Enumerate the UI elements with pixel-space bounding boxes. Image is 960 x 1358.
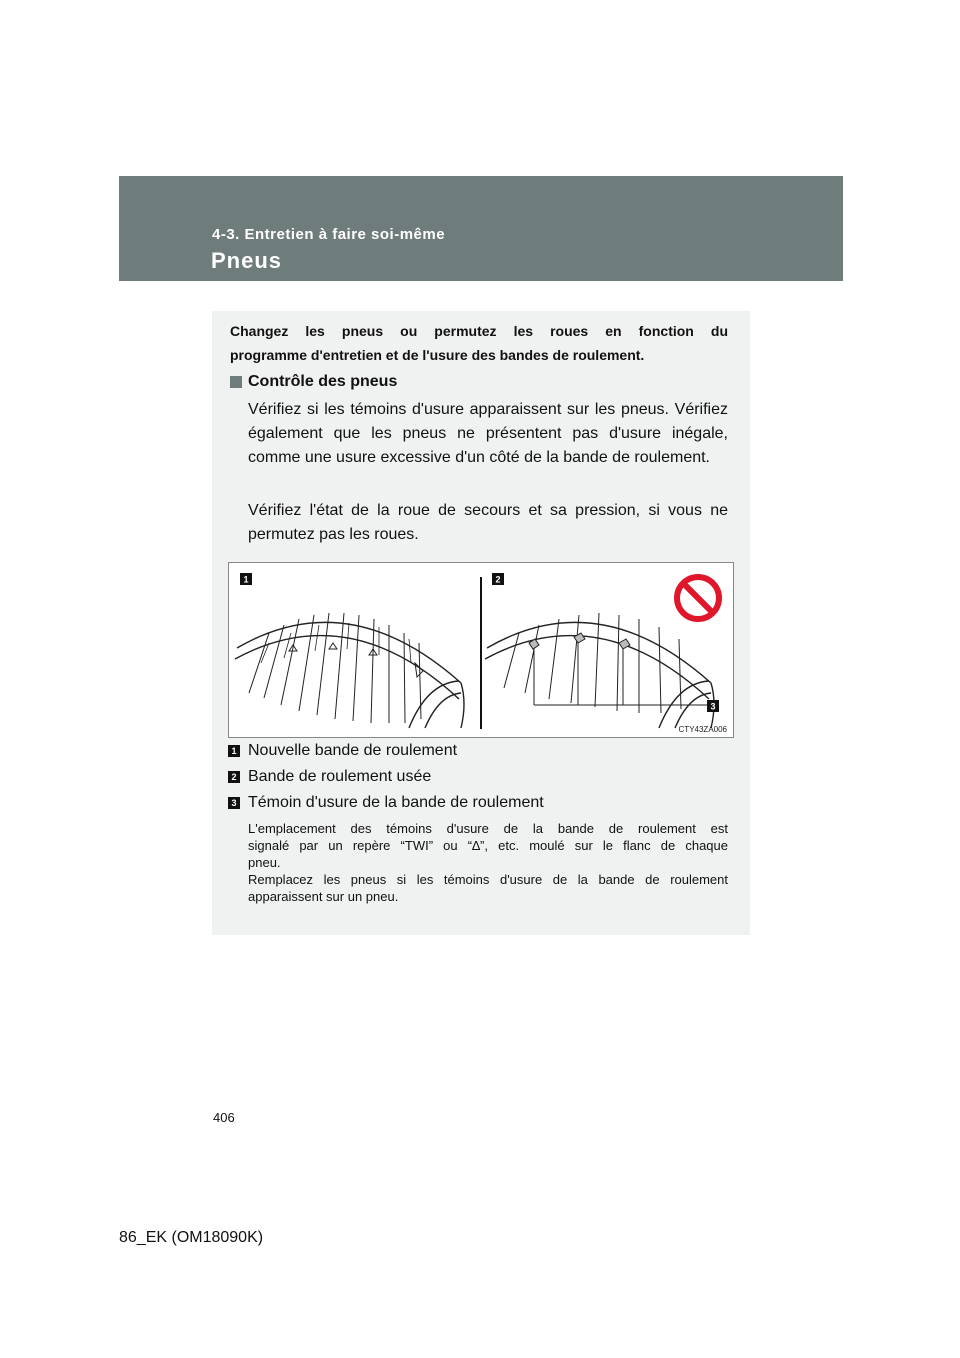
paragraph-spare-wheel: Vérifiez l'état de la roue de secours et sa pression, si vous ne permutez pas les roues.: [248, 502, 728, 543]
legend-label-3: Témoin d'usure de la bande de roulement: [248, 794, 544, 811]
bullet-square-icon: [230, 376, 242, 388]
legend-item-new-tread: [228, 742, 457, 760]
note-line-2: signalé par un repère “TWI” ou “∆”, etc. moulé sur le flanc de chaque: [248, 838, 728, 853]
note-line-5: apparaissent sur un pneu.: [248, 889, 399, 904]
legend-label-2: Bande de roulement usée: [248, 768, 432, 785]
tire-tread-illustration: [229, 563, 733, 737]
intro-text: [230, 319, 728, 367]
legend-label-1: Nouvelle bande de roulement: [248, 742, 458, 759]
legend-item-worn-tread: [228, 768, 431, 786]
document-code: 86_EK (OM18090K): [119, 1229, 264, 1246]
prohibited-icon: [677, 577, 719, 619]
callout-3-label: 3: [710, 701, 716, 712]
page-title: Pneus: [211, 248, 283, 273]
wear-indicator-note: [248, 820, 728, 905]
new-tread-tire: [235, 613, 464, 728]
paragraph-inspection: Vérifiez si les témoins d'usure apparaissent sur les pneus. Vérifiez également que les pneus ne présentent pas d'usure inégale, comme une usure excessive d'un côté de la bande de roulement.: [248, 401, 728, 466]
subheading-text: Contrôle des pneus: [248, 373, 398, 390]
legend-number-2: 2: [228, 771, 240, 783]
intro-line-2: programme d'entretien et de l'usure des bandes de roulement.: [230, 347, 645, 363]
note-line-1: L'emplacement des témoins d'usure de la bande de roulement est: [248, 821, 728, 836]
page-number: 406: [213, 1110, 235, 1125]
callout-1-label: 1: [243, 574, 249, 585]
content-panel: [212, 311, 750, 935]
tire-tread-figure: [228, 562, 734, 738]
legend-item-wear-indicator: [228, 794, 544, 812]
legend-number-1: 1: [228, 745, 240, 757]
section-label: 4-3. Entretien à faire soi-même: [212, 226, 446, 243]
intro-line-1: Changez les pneus ou permutez les roues en fonction du: [230, 323, 728, 339]
callout-2-label: 2: [495, 574, 501, 585]
section-header: [119, 176, 843, 281]
figure-code: CTY43ZA006: [678, 725, 727, 734]
worn-tread-tire: [485, 613, 714, 728]
subheading: [230, 373, 397, 391]
legend-number-3: 3: [228, 797, 240, 809]
note-line-3: pneu.: [248, 855, 281, 870]
note-line-4: Remplacez les pneus si les témoins d'usure de la bande de roulement: [248, 872, 728, 887]
